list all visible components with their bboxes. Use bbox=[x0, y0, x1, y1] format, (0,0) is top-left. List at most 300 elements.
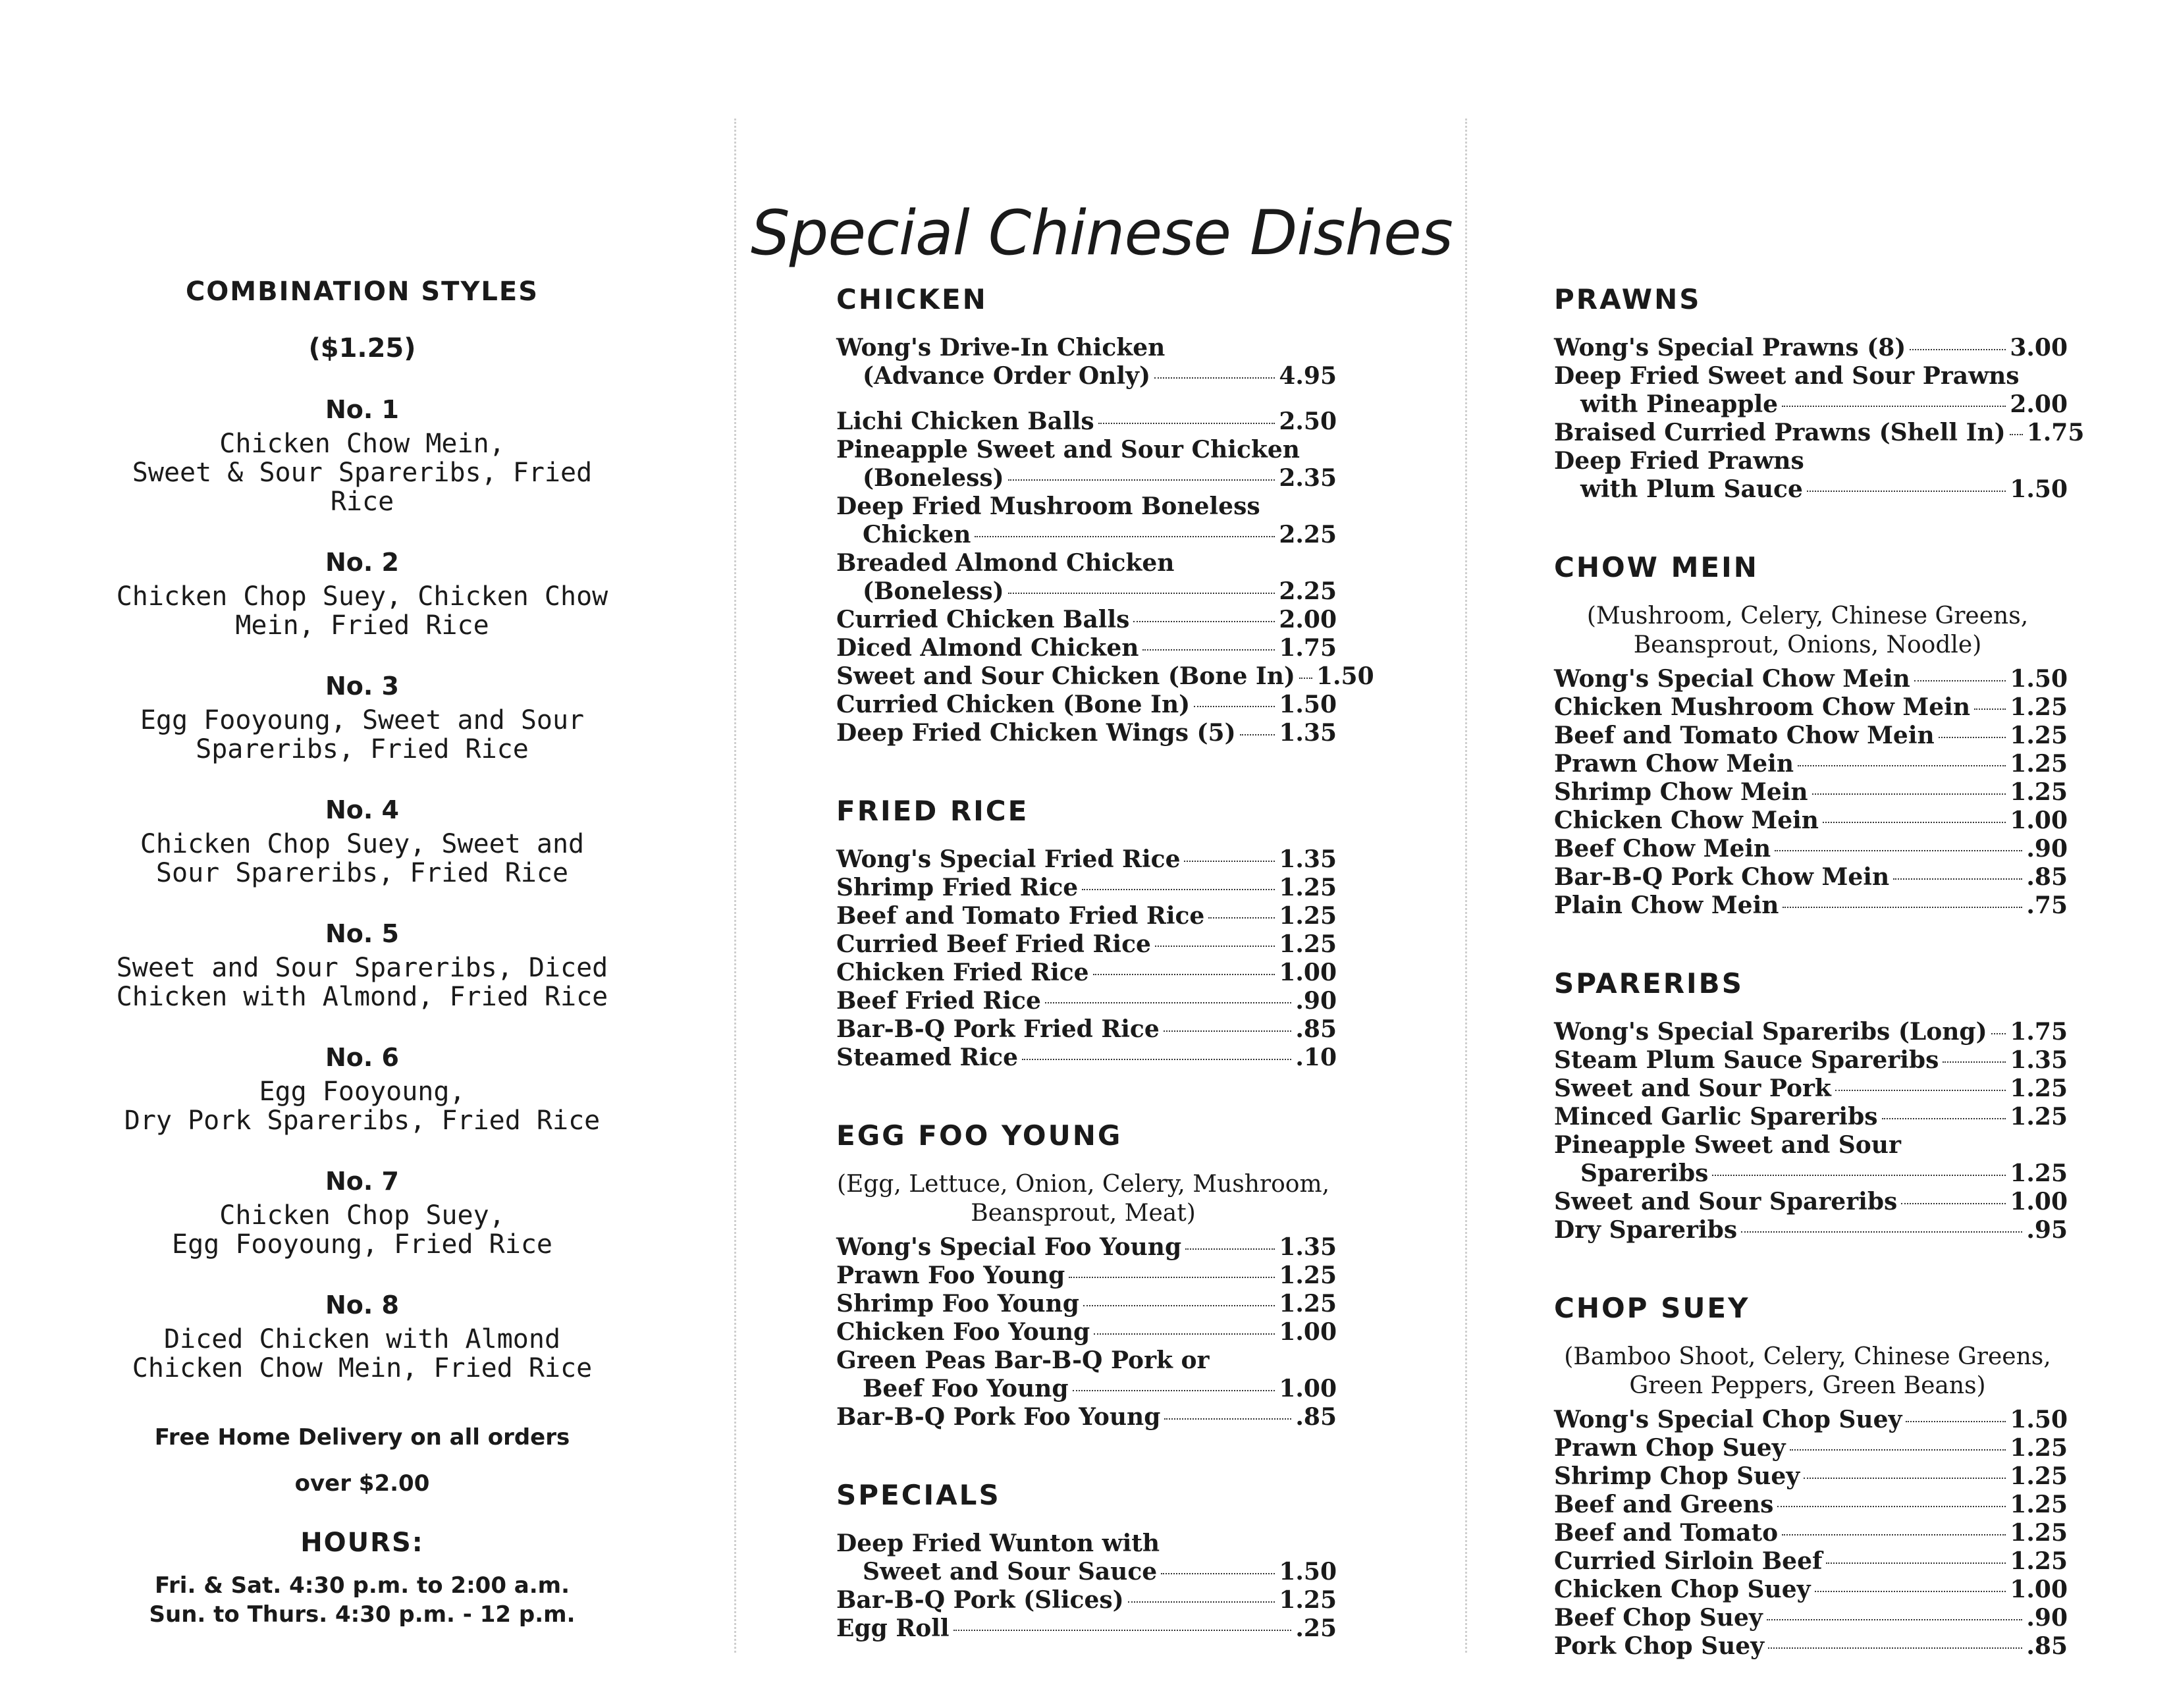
menu-item-row bbox=[1554, 1519, 2068, 1547]
menu-item-row bbox=[836, 408, 1337, 436]
dot-leader bbox=[1098, 423, 1275, 424]
menu-item-price: 1.75 bbox=[1279, 634, 1337, 662]
combination-number: No. 7 bbox=[325, 1167, 399, 1196]
menu-item bbox=[836, 408, 1337, 436]
menu-item bbox=[836, 874, 1337, 902]
menu-item bbox=[1554, 722, 2068, 750]
menu-item bbox=[836, 1586, 1337, 1615]
dot-leader bbox=[1939, 737, 2006, 738]
menu-item-price: 1.25 bbox=[2010, 1160, 2068, 1187]
menu-item bbox=[1554, 693, 2068, 722]
dot-leader bbox=[1804, 1478, 2006, 1479]
menu-item bbox=[836, 334, 1337, 390]
menu-item-row bbox=[836, 634, 1337, 662]
menu-item-row bbox=[1554, 1576, 2068, 1604]
menu-item bbox=[836, 606, 1337, 634]
menu-item bbox=[1554, 807, 2068, 835]
menu-item-price: 1.25 bbox=[1279, 1586, 1337, 1614]
menu-column-right bbox=[1554, 283, 2085, 1708]
menu-item-price: 1.50 bbox=[2010, 665, 2068, 693]
menu-item-price: 1.35 bbox=[1279, 845, 1337, 873]
menu-item-row bbox=[836, 874, 1337, 902]
section-heading: FRIED RICE bbox=[836, 795, 1029, 827]
menu-item-name: Prawn Chow Mein bbox=[1554, 750, 1794, 778]
menu-item-price: 3.00 bbox=[2010, 334, 2068, 361]
menu-item-name: Curried Beef Fried Rice bbox=[836, 930, 1151, 958]
menu-item-name: Beef Chow Mein bbox=[1554, 835, 1771, 863]
menu-item-name: Wong's Special Chop Suey bbox=[1554, 1406, 1902, 1433]
menu-item-name: Chicken bbox=[863, 521, 971, 548]
menu-item-row bbox=[1554, 334, 2068, 362]
section-heading: CHOW MEIN bbox=[1554, 551, 1759, 583]
menu-item bbox=[836, 902, 1337, 930]
combination-number: No. 6 bbox=[325, 1043, 399, 1072]
dot-leader bbox=[1155, 946, 1275, 947]
menu-item-price: .85 bbox=[1295, 1403, 1337, 1431]
menu-item-name: (Advance Order Only) bbox=[863, 362, 1150, 390]
menu-item-row bbox=[836, 719, 1337, 747]
menu-item-price: 1.50 bbox=[2010, 475, 2068, 503]
section-egg-foo-young bbox=[836, 1119, 1337, 1431]
menu-item-row bbox=[836, 987, 1337, 1015]
menu-item bbox=[836, 634, 1337, 662]
menu-item-row bbox=[836, 577, 1337, 606]
section-fried-rice bbox=[836, 795, 1337, 1072]
menu-item bbox=[1554, 750, 2068, 778]
hours-line-1: Fri. & Sat. 4:30 p.m. to 2:00 a.m. bbox=[154, 1572, 570, 1599]
menu-item-price: 1.75 bbox=[2026, 419, 2085, 446]
menu-item-price: 2.25 bbox=[1279, 521, 1337, 548]
menu-item-price: .90 bbox=[1295, 987, 1337, 1015]
menu-item bbox=[836, 493, 1337, 549]
section-chow-mein bbox=[1554, 551, 2068, 920]
dot-leader bbox=[1914, 680, 2006, 681]
menu-item-price: .85 bbox=[2026, 1632, 2068, 1660]
menu-item-row bbox=[1554, 1491, 2068, 1519]
menu-item bbox=[836, 1347, 1337, 1403]
combination-number: No. 8 bbox=[325, 1291, 399, 1320]
delivery-note bbox=[99, 1414, 626, 1507]
combination-number: No. 4 bbox=[325, 795, 399, 824]
menu-item-name: Diced Almond Chicken bbox=[836, 634, 1139, 662]
menu-item-name: Lichi Chicken Balls bbox=[836, 408, 1094, 435]
menu-item-name: Wong's Special Fried Rice bbox=[836, 845, 1181, 873]
dot-leader bbox=[1164, 1418, 1291, 1420]
menu-item-name: Chicken Chow Mein bbox=[1554, 807, 1819, 834]
menu-item-price: 1.00 bbox=[2010, 807, 2068, 834]
menu-item-price: 2.35 bbox=[1279, 464, 1337, 492]
combination-list bbox=[99, 395, 626, 1383]
menu-item-row bbox=[1554, 1216, 2068, 1244]
menu-item-name: Curried Chicken (Bone In) bbox=[836, 691, 1191, 718]
dot-leader bbox=[1082, 889, 1275, 890]
menu-item-name: Deep Fried Chicken Wings (5) bbox=[836, 719, 1236, 747]
menu-item-row bbox=[1554, 475, 2068, 504]
menu-item-price: 2.00 bbox=[2010, 390, 2068, 418]
section-note: (Mushroom, Celery, Chinese Greens, Beansprout, Onions, Noodle) bbox=[1586, 602, 2029, 658]
menu-item-name: Chicken Fried Rice bbox=[836, 959, 1089, 986]
menu-item-price: 1.35 bbox=[1279, 719, 1337, 747]
menu-item bbox=[836, 436, 1337, 493]
menu-item bbox=[1554, 1188, 2068, 1216]
hours-line-2: Sun. to Thurs. 4:30 p.m. - 12 p.m. bbox=[149, 1601, 576, 1628]
menu-item-row bbox=[836, 959, 1337, 987]
dot-leader bbox=[1133, 621, 1275, 622]
dot-leader bbox=[1775, 850, 2022, 851]
dot-leader bbox=[1073, 1390, 1275, 1391]
menu-item-name: Beef and Tomato Chow Mein bbox=[1554, 722, 1935, 749]
dot-leader bbox=[1798, 765, 2006, 766]
dot-leader bbox=[1083, 1305, 1275, 1306]
dot-leader bbox=[1835, 1090, 2006, 1091]
menu-item-name: Chicken Chop Suey bbox=[1554, 1576, 1811, 1603]
dot-leader bbox=[1161, 1573, 1275, 1574]
menu-item-price: 1.25 bbox=[2010, 722, 2068, 749]
dot-leader bbox=[1045, 1002, 1292, 1003]
section-chop-suey bbox=[1554, 1292, 2068, 1661]
menu-item-name: Sweet and Sour Chicken (Bone In) bbox=[836, 662, 1295, 690]
dot-leader bbox=[1783, 907, 2022, 908]
menu-item-price: .25 bbox=[1295, 1615, 1337, 1642]
combination-description: Sweet and Sour Spareribs, Diced Chicken with Almond, Fried Rice bbox=[116, 953, 608, 1012]
section-heading: SPECIALS bbox=[836, 1479, 1001, 1511]
section-specials bbox=[836, 1479, 1337, 1643]
dot-leader bbox=[1901, 1203, 2006, 1204]
menu-item-name: Wong's Special Chow Mein bbox=[1554, 665, 1910, 693]
menu-item-price: 1.75 bbox=[2010, 1018, 2068, 1046]
menu-item bbox=[836, 549, 1337, 606]
menu-item bbox=[836, 1403, 1337, 1431]
menu-item-price: 1.25 bbox=[2010, 1519, 2068, 1547]
menu-item bbox=[836, 719, 1337, 747]
menu-item-row bbox=[836, 1403, 1337, 1431]
menu-item-name: Shrimp Chop Suey bbox=[1554, 1462, 1800, 1490]
menu-item-row bbox=[836, 1015, 1337, 1044]
menu-item-price: .90 bbox=[2026, 835, 2068, 863]
menu-item-name: Wong's Special Prawns (8) bbox=[1554, 334, 1906, 361]
menu-item-row bbox=[836, 606, 1337, 634]
menu-item-row bbox=[1554, 807, 2068, 835]
menu-item-name: Curried Chicken Balls bbox=[836, 606, 1130, 633]
menu-item bbox=[836, 1530, 1337, 1586]
menu-item-row bbox=[1554, 835, 2068, 863]
section-chicken bbox=[836, 283, 1374, 747]
menu-item bbox=[1554, 419, 2085, 447]
menu-item bbox=[1554, 1103, 2068, 1131]
menu-item-name: Curried Sirloin Beef bbox=[1554, 1547, 1823, 1575]
menu-item-price: 1.50 bbox=[2010, 1406, 2068, 1433]
menu-item-name: Chicken Mushroom Chow Mein bbox=[1554, 693, 1971, 721]
menu-item-name: Beef Foo Young bbox=[863, 1375, 1069, 1402]
dot-leader bbox=[1991, 1033, 2006, 1034]
section-spareribs bbox=[1554, 967, 2068, 1244]
dot-leader bbox=[1194, 706, 1275, 707]
menu-item-row bbox=[1554, 1103, 2068, 1131]
menu-item-name: Braised Curried Prawns (Shell In) bbox=[1554, 419, 2006, 446]
combination-number: No. 2 bbox=[325, 548, 399, 577]
menu-item-name: Steam Plum Sauce Spareribs bbox=[1554, 1046, 1939, 1074]
combination-description: Chicken Chop Suey, Sweet and Sour Spareribs, Fried Rice bbox=[140, 829, 585, 888]
menu-item bbox=[836, 1262, 1337, 1290]
dot-leader bbox=[1974, 708, 2006, 710]
menu-item-price: 1.25 bbox=[1279, 874, 1337, 901]
menu-item-price: .85 bbox=[1295, 1015, 1337, 1043]
combination-item bbox=[99, 795, 626, 888]
menu-item-name: Shrimp Fried Rice bbox=[836, 874, 1079, 901]
menu-item-name: with Plum Sauce bbox=[1580, 475, 1803, 503]
dot-leader bbox=[1741, 1231, 2022, 1233]
section-note: (Egg, Lettuce, Onion, Celery, Mushroom, Beansprout, Meat) bbox=[836, 1171, 1330, 1227]
menu-item-price: 1.25 bbox=[1279, 902, 1337, 930]
menu-item bbox=[836, 930, 1337, 959]
menu-item-price: 1.25 bbox=[2010, 1103, 2068, 1131]
menu-item bbox=[1554, 1491, 2068, 1519]
menu-item-price: 1.50 bbox=[1316, 662, 1374, 690]
menu-item-name: Egg Roll bbox=[836, 1615, 950, 1642]
combination-price: ($1.25) bbox=[308, 333, 416, 363]
menu-item-price: 1.25 bbox=[1279, 1262, 1337, 1289]
menu-item-row bbox=[836, 845, 1337, 874]
menu-item-price: 2.25 bbox=[1279, 577, 1337, 605]
dot-leader bbox=[2010, 434, 2023, 435]
menu-item bbox=[1554, 665, 2068, 693]
section-prawns bbox=[1554, 283, 2085, 504]
menu-item-price: 2.50 bbox=[1279, 408, 1337, 435]
menu-item-row bbox=[1554, 1604, 2068, 1632]
menu-item-row bbox=[836, 464, 1337, 493]
menu-item-row bbox=[836, 1558, 1337, 1586]
menu-item-name: Wong's Special Spareribs (Long) bbox=[1554, 1018, 1987, 1046]
menu-item-row bbox=[836, 662, 1374, 691]
menu-item bbox=[1554, 1576, 2068, 1604]
dot-leader bbox=[1093, 974, 1275, 975]
menu-item bbox=[1554, 1604, 2068, 1632]
dot-leader bbox=[1008, 593, 1275, 594]
menu-item-price: 1.00 bbox=[1279, 959, 1337, 986]
menu-item bbox=[836, 1015, 1337, 1044]
menu-column-middle bbox=[836, 283, 1374, 1690]
dot-leader bbox=[1094, 1333, 1275, 1335]
menu-item bbox=[1554, 1632, 2068, 1661]
dot-leader bbox=[975, 536, 1275, 537]
menu-item-row bbox=[1554, 1547, 2068, 1576]
dot-leader bbox=[1882, 1118, 2006, 1119]
menu-item-row bbox=[836, 1290, 1337, 1318]
menu-item-name: Bar-B-Q Pork Fried Rice bbox=[836, 1015, 1160, 1043]
hours-heading: HOURS: bbox=[300, 1528, 424, 1558]
menu-item-name-line: Pineapple Sweet and Sour bbox=[1554, 1131, 1901, 1159]
dot-leader bbox=[1768, 1647, 2022, 1649]
menu-item-row bbox=[1554, 665, 2068, 693]
menu-item-name: Beef Fried Rice bbox=[836, 987, 1041, 1015]
menu-item-name: Minced Garlic Spareribs bbox=[1554, 1103, 1878, 1131]
dot-leader bbox=[1208, 917, 1275, 919]
menu-item bbox=[1554, 1519, 2068, 1547]
menu-item-row bbox=[836, 1586, 1337, 1615]
dot-leader bbox=[1910, 349, 2006, 350]
menu-item-price: 1.35 bbox=[1279, 1233, 1337, 1261]
dot-leader bbox=[1164, 1030, 1292, 1032]
dot-leader bbox=[1815, 1591, 2006, 1592]
menu-item-name: Chicken Foo Young bbox=[836, 1318, 1090, 1346]
menu-item-row bbox=[1554, 1018, 2068, 1046]
menu-item bbox=[1554, 863, 2068, 892]
menu-item-name: (Boneless) bbox=[863, 464, 1004, 492]
menu-item bbox=[1554, 835, 2068, 863]
menu-item bbox=[1554, 892, 2068, 920]
dot-leader bbox=[1128, 1601, 1275, 1603]
menu-item-price: .85 bbox=[2026, 863, 2068, 891]
combination-item bbox=[99, 548, 626, 640]
combination-description: Egg Fooyoung, Dry Pork Spareribs, Fried Rice bbox=[124, 1077, 601, 1136]
menu-item-row bbox=[1554, 722, 2068, 750]
menu-item-name: Beef and Tomato bbox=[1554, 1519, 1779, 1547]
menu-item-row bbox=[836, 691, 1337, 719]
menu-item-price: 1.25 bbox=[2010, 750, 2068, 778]
menu-item-row bbox=[836, 1318, 1337, 1347]
menu-item bbox=[836, 1318, 1337, 1347]
menu-item-name: Dry Spareribs bbox=[1554, 1216, 1738, 1244]
menu-item bbox=[836, 662, 1374, 691]
dot-leader bbox=[953, 1630, 1292, 1631]
menu-item bbox=[1554, 447, 2068, 504]
menu-item-price: 1.25 bbox=[1279, 1290, 1337, 1318]
menu-item bbox=[1554, 1075, 2068, 1103]
menu-item-row bbox=[836, 902, 1337, 930]
menu-item-row bbox=[836, 1615, 1337, 1643]
combination-description: Chicken Chop Suey, Chicken Chow Mein, Fried Rice bbox=[116, 581, 608, 641]
menu-item bbox=[836, 1044, 1337, 1072]
menu-item-row bbox=[1554, 1188, 2068, 1216]
section-heading: CHOP SUEY bbox=[1554, 1292, 1750, 1324]
menu-item-name-line: Green Peas Bar-B-Q Pork or bbox=[836, 1347, 1210, 1374]
menu-item-name: Shrimp Foo Young bbox=[836, 1290, 1079, 1318]
fold-line-right bbox=[1465, 119, 1467, 1653]
dot-leader bbox=[1299, 678, 1312, 679]
menu-item-price: 1.25 bbox=[2010, 778, 2068, 806]
menu-item-row bbox=[1554, 419, 2085, 447]
menu-item-row bbox=[836, 1262, 1337, 1290]
combination-number: No. 1 bbox=[325, 395, 399, 424]
menu-item bbox=[1554, 1216, 2068, 1244]
menu-item bbox=[1554, 1434, 2068, 1462]
menu-item-price: 1.50 bbox=[1279, 691, 1337, 718]
menu-item-row bbox=[1554, 1462, 2068, 1491]
section-heading: SPARERIBS bbox=[1554, 967, 1744, 1000]
dot-leader bbox=[1790, 1449, 2006, 1451]
menu-item-name: (Boneless) bbox=[863, 577, 1004, 605]
menu-item-price: 4.95 bbox=[1279, 362, 1337, 390]
dot-leader bbox=[1712, 1175, 2006, 1176]
combination-panel bbox=[99, 277, 626, 1629]
combination-item bbox=[99, 1291, 626, 1383]
menu-item-name: Beef Chop Suey bbox=[1554, 1604, 1763, 1632]
menu-item-price: 1.25 bbox=[2010, 1462, 2068, 1490]
dot-leader bbox=[1782, 406, 2006, 407]
menu-item-name: Steamed Rice bbox=[836, 1044, 1018, 1071]
section-heading: EGG FOO YOUNG bbox=[836, 1119, 1123, 1152]
menu-item-price: 1.25 bbox=[2010, 1491, 2068, 1518]
menu-item-name: Bar-B-Q Pork Chow Mein bbox=[1554, 863, 1890, 891]
menu-item-row bbox=[1554, 1160, 2068, 1188]
combination-number: No. 5 bbox=[325, 919, 399, 948]
menu-item-name: Beef and Greens bbox=[1554, 1491, 1774, 1518]
menu-item-price: 1.00 bbox=[2010, 1576, 2068, 1603]
dot-leader bbox=[1777, 1506, 2006, 1507]
menu-item-price: 1.35 bbox=[2010, 1046, 2068, 1074]
menu-item-row bbox=[836, 930, 1337, 959]
dot-leader bbox=[1767, 1619, 2023, 1620]
menu-item-name-line: Deep Fried Sweet and Sour Prawns bbox=[1554, 362, 2020, 390]
combination-description: Diced Chicken with Almond Chicken Chow Mein, Fried Rice bbox=[132, 1324, 593, 1383]
menu-item-row bbox=[1554, 1434, 2068, 1462]
menu-title: Special Chinese Dishes bbox=[751, 198, 1453, 269]
combination-item bbox=[99, 1043, 626, 1135]
dot-leader bbox=[1823, 822, 2006, 823]
menu-item-row bbox=[1554, 778, 2068, 807]
combination-description: Egg Fooyoung, Sweet and Sour Spareribs, Fried Rice bbox=[140, 705, 585, 764]
menu-item-name-line: Pineapple Sweet and Sour Chicken bbox=[836, 436, 1300, 464]
dot-leader bbox=[1906, 1421, 2006, 1422]
combination-item bbox=[99, 1167, 626, 1259]
menu-item-name: Pork Chop Suey bbox=[1554, 1632, 1765, 1660]
menu-item-row bbox=[1554, 892, 2068, 920]
menu-item-price: 1.25 bbox=[2010, 1547, 2068, 1575]
dot-leader bbox=[1142, 649, 1275, 651]
menu-item-price: 1.25 bbox=[1279, 930, 1337, 958]
menu-item-price: 1.50 bbox=[1279, 1558, 1337, 1586]
dot-leader bbox=[1184, 861, 1275, 862]
menu-item-name: Sweet and Sour Pork bbox=[1554, 1075, 1831, 1102]
menu-item-price: .10 bbox=[1295, 1044, 1337, 1071]
delivery-line-1: Free Home Delivery on all orders bbox=[154, 1424, 570, 1451]
combination-description: Chicken Chop Suey, Egg Fooyoung, Fried Rice bbox=[172, 1200, 552, 1260]
menu-item-name: Prawn Foo Young bbox=[836, 1262, 1065, 1289]
menu-item-name: Bar-B-Q Pork (Slices) bbox=[836, 1586, 1124, 1614]
menu-item-price: 1.00 bbox=[1279, 1375, 1337, 1402]
dot-leader bbox=[1240, 734, 1275, 735]
menu-item-name: with Pineapple bbox=[1580, 390, 1779, 418]
dot-leader bbox=[1893, 878, 2022, 880]
dot-leader bbox=[1826, 1562, 2006, 1564]
menu-item-price: 1.00 bbox=[2010, 1188, 2068, 1215]
dot-leader bbox=[1943, 1061, 2006, 1063]
menu-item-name: Sweet and Sour Sauce bbox=[863, 1558, 1158, 1586]
section-heading: CHICKEN bbox=[836, 283, 988, 315]
menu-item-price: 1.25 bbox=[2010, 1434, 2068, 1462]
menu-item bbox=[836, 1290, 1337, 1318]
menu-item-name-line: Deep Fried Mushroom Boneless bbox=[836, 493, 1260, 520]
menu-item bbox=[1554, 1046, 2068, 1075]
combination-heading: COMBINATION STYLES bbox=[185, 277, 539, 307]
menu-item-price: .95 bbox=[2026, 1216, 2068, 1244]
menu-item-row bbox=[836, 362, 1337, 390]
menu-item-row bbox=[1554, 390, 2068, 419]
menu-item-name-line: Deep Fried Wunton with bbox=[836, 1530, 1160, 1557]
menu-item-name: Beef and Tomato Fried Rice bbox=[836, 902, 1205, 930]
menu-item bbox=[1554, 362, 2068, 419]
menu-item bbox=[836, 691, 1337, 719]
menu-item-row bbox=[836, 521, 1337, 549]
menu-item bbox=[836, 1233, 1337, 1262]
dot-leader bbox=[1154, 377, 1275, 379]
menu-item-name: Bar-B-Q Pork Foo Young bbox=[836, 1403, 1161, 1431]
menu-item-price: 2.00 bbox=[1279, 606, 1337, 633]
menu-item bbox=[836, 1615, 1337, 1643]
menu-item-name: Plain Chow Mein bbox=[1554, 892, 1779, 919]
combination-number: No. 3 bbox=[325, 672, 399, 701]
menu-item bbox=[1554, 778, 2068, 807]
